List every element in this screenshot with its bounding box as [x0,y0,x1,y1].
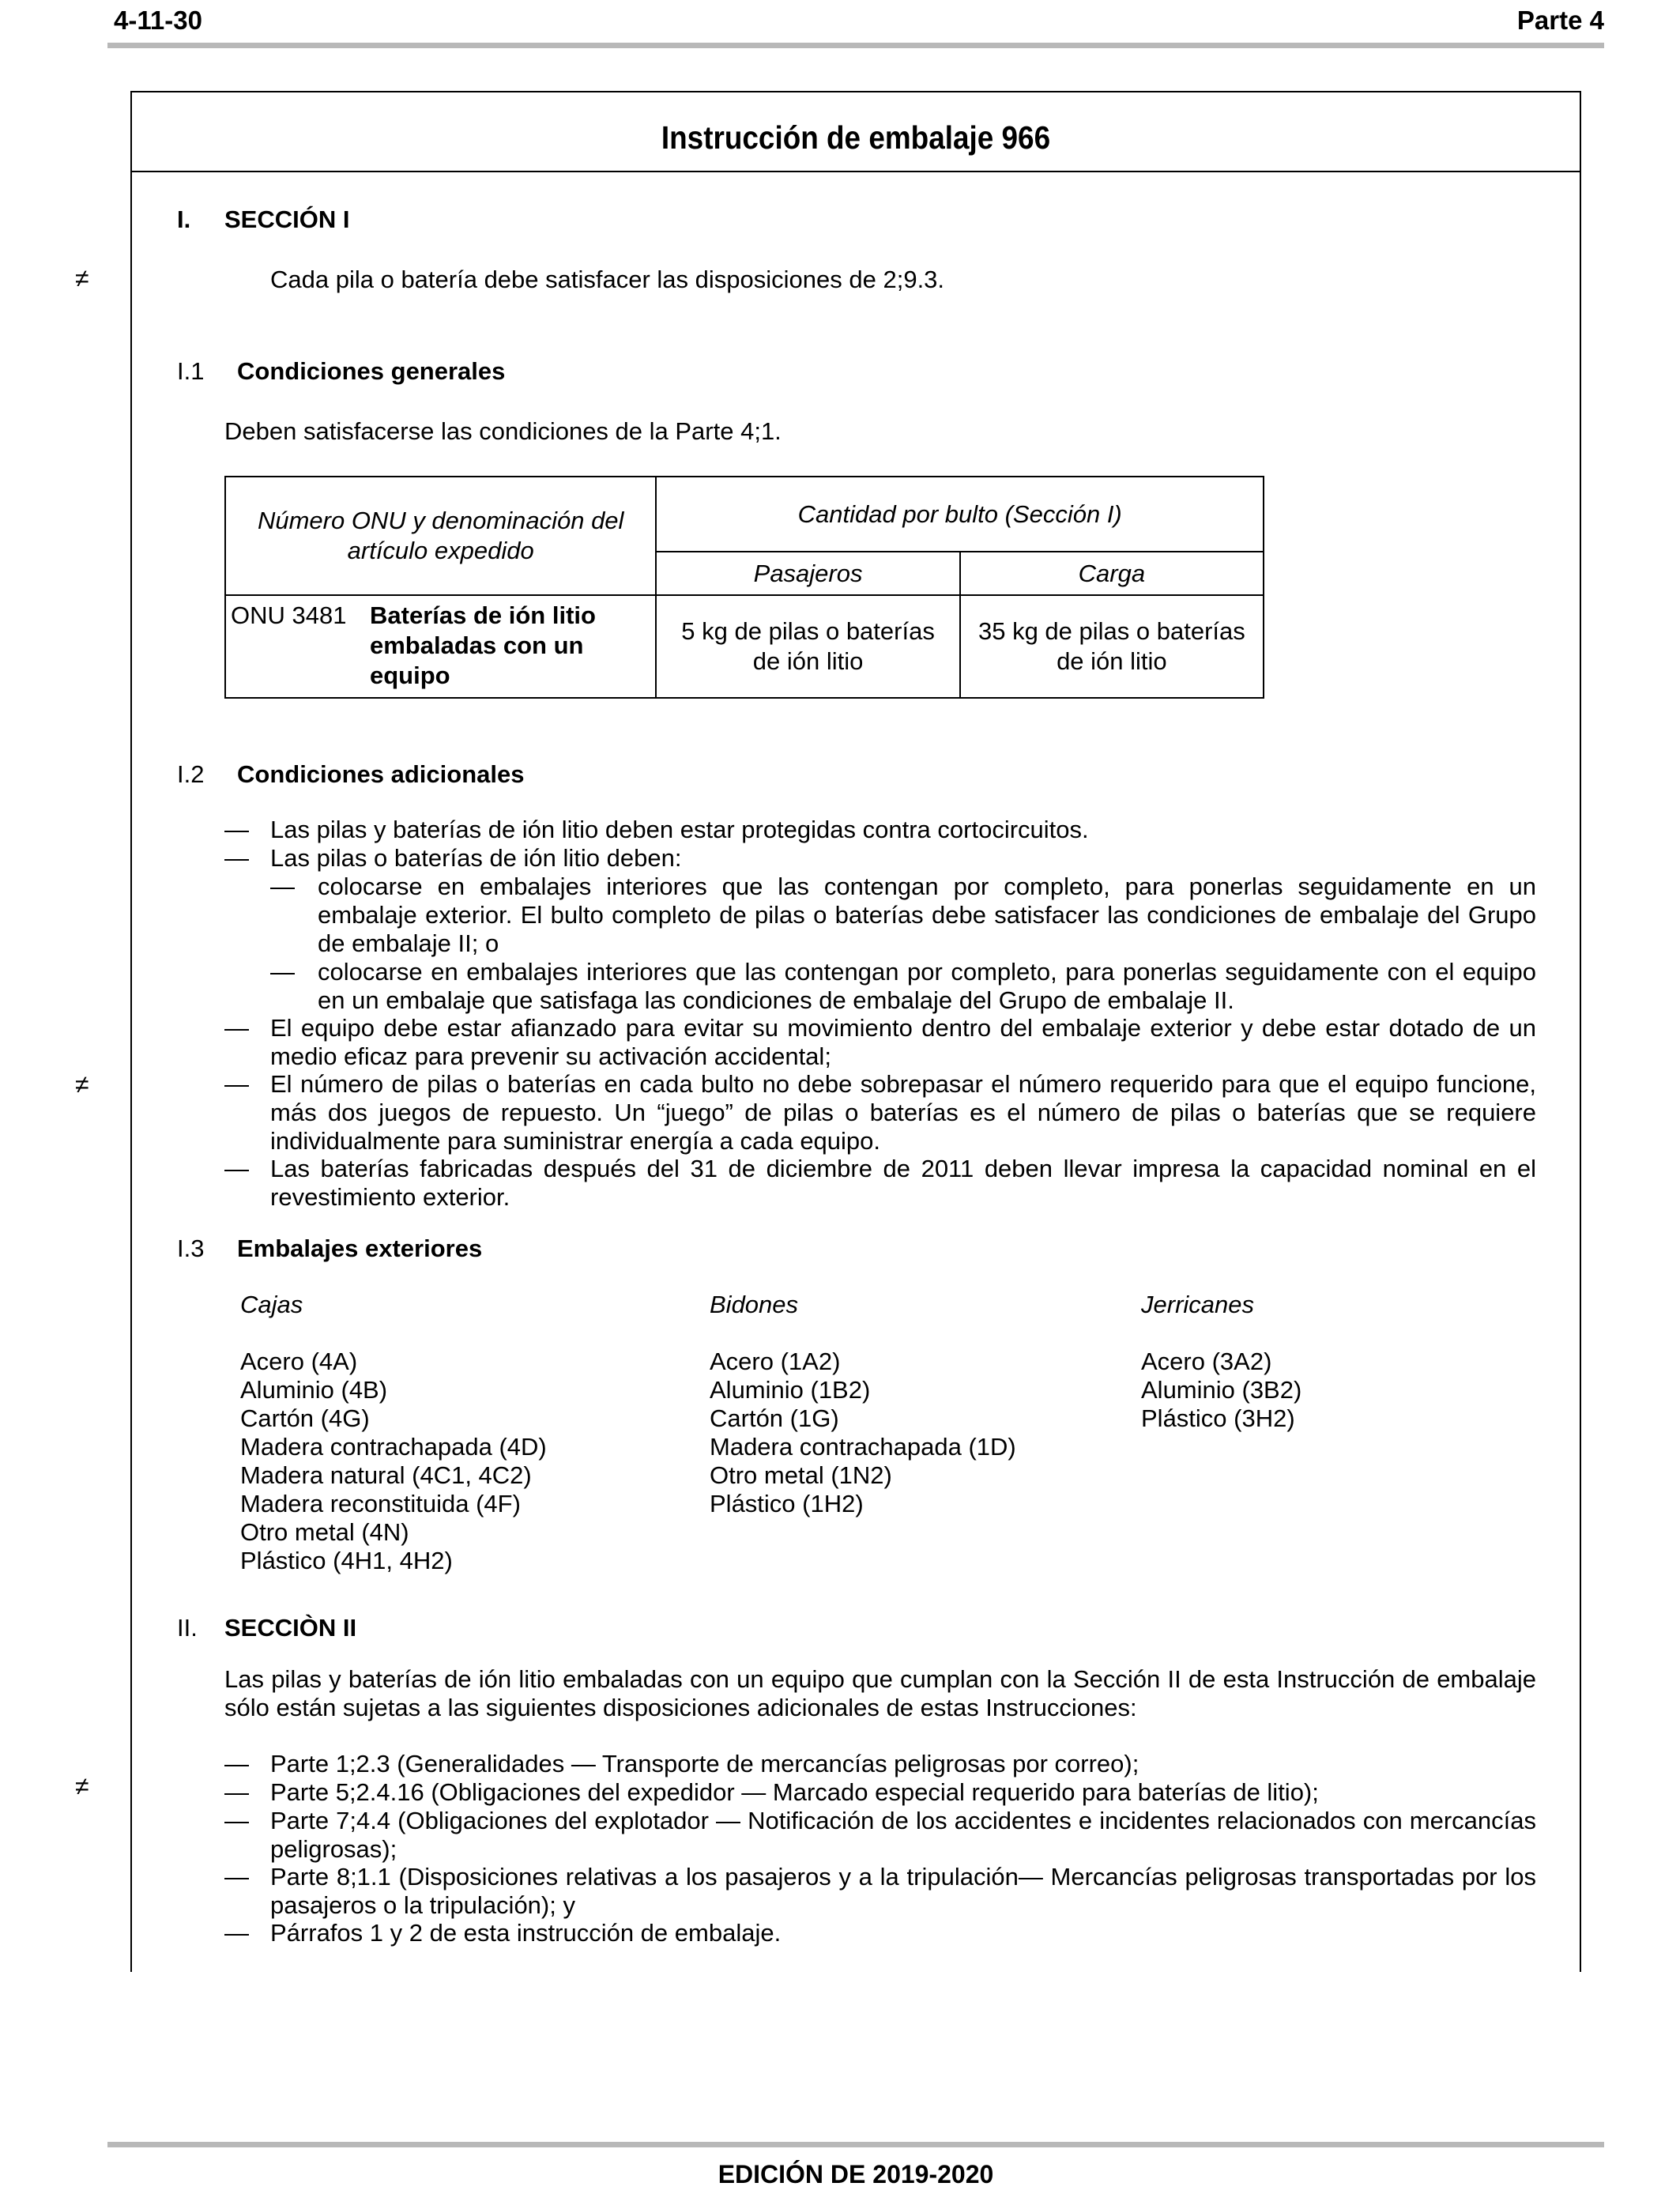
footer-edition: EDICIÓN DE 2019-2020 [718,2160,994,2188]
change-mark: ≠ [75,1070,89,1099]
section2-heading: SECCIÒN II [224,1614,357,1642]
list-item: Madera contrachapada (4D) [240,1433,547,1461]
page-title: Instrucción de embalaje 966 [661,119,1051,156]
dash: — [224,1863,249,1891]
list-item: Acero (4A) [240,1348,358,1375]
table-subheader-cargo: Carga [960,552,1264,595]
packaging-column-drums [710,1291,1016,1518]
column-heading: Cajas [240,1291,303,1318]
section1-intro: Cada pila o batería debe satisfacer las disposiciones de 2;9.3. [270,266,945,293]
list-item: Aluminio (4B) [240,1376,388,1404]
list-item: Plástico (4H1, 4H2) [240,1547,453,1574]
list-item: Cartón (4G) [240,1404,370,1432]
list-item: Acero (3A2) [1141,1348,1272,1375]
column-heading: Jerricanes [1141,1291,1254,1318]
dash: — [224,816,249,843]
change-mark: ≠ [75,264,89,292]
dash: — [224,1155,249,1182]
table-cell-un [225,595,656,698]
list-item: Otro metal (4N) [240,1518,409,1546]
dash: — [224,1750,249,1777]
dash: — [224,1778,249,1806]
table-header-un: Número ONU y denominación del artículo expedido [225,477,656,595]
list-item: Madera reconstituida (4F) [240,1490,521,1517]
s11-text: Deben satisfacerse las condiciones de la Parte 4;1. [224,417,782,445]
dash: — [224,1070,249,1098]
title-separator [130,171,1581,172]
table-cell-passenger: 5 kg de pilas o baterías de ión litio [656,595,959,698]
list-item: Aluminio (3B2) [1141,1376,1302,1404]
s12-heading: Condiciones adicionales [237,760,525,788]
list-item: Aluminio (1B2) [710,1376,871,1404]
table-header-quantity: Cantidad por bulto (Sección I) [656,477,1264,552]
dash: — [224,844,249,872]
table-cell-cargo: 35 kg de pilas o baterías de ión litio [960,595,1264,698]
table-subheader-passenger: Pasajeros [656,552,959,595]
header-page-number: 4-11-30 [114,6,202,35]
header-rule [107,43,1604,48]
s13-heading: Embalajes exteriores [237,1235,483,1262]
column-heading: Bidones [710,1291,799,1318]
header-part: Parte 4 [1516,6,1604,35]
dash: — [224,1919,249,1947]
change-mark: ≠ [75,1772,89,1800]
section2-number: II. [177,1614,198,1642]
dash: — [224,1807,249,1834]
section1-heading: SECCIÓN I [224,205,350,233]
section2-intro: Las pilas y baterías de ión litio embaladas con un equipo que cumplan con la Sección II de esta Instrucción de embalaje sólo están sujetas a las siguientes disposiciones adicionales de estas Instrucciones: [224,1665,1536,1721]
s11-number: I.1 [177,357,205,385]
section1-number: I. [177,205,191,233]
list-item: Cartón (1G) [710,1404,839,1432]
dash: — [224,1014,249,1042]
list-item: Acero (1A2) [710,1348,841,1375]
list-item: Madera natural (4C1, 4C2) [240,1461,532,1489]
packaging-column-boxes [240,1291,547,1575]
s12-number: I.2 [177,760,205,788]
list-item: Plástico (1H2) [710,1490,864,1517]
packaging-column-jerricans [1141,1291,1301,1433]
un-number: ONU 3481 [231,601,347,629]
list-item: Plástico (3H2) [1141,1404,1295,1432]
dash: — [270,958,295,986]
un-name: Baterías de ión litio embaladas con un equipo [370,601,596,689]
list-item: Madera contrachapada (1D) [710,1433,1016,1461]
dash: — [270,873,295,900]
footer-rule [107,2142,1604,2147]
s13-number: I.3 [177,1235,205,1262]
list-item: Otro metal (1N2) [710,1461,892,1489]
quantity-table [224,476,1264,699]
s11-heading: Condiciones generales [237,357,506,385]
